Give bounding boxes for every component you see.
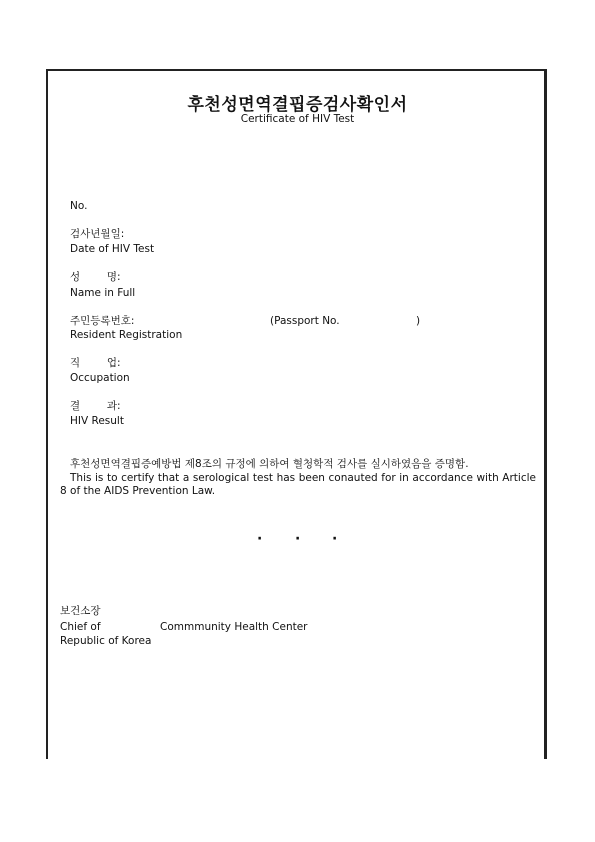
field-resident-label-ko: 주민등록번호:: [70, 315, 135, 327]
field-no-label: No.: [70, 200, 88, 212]
signature-country: Republic of Korea: [60, 635, 152, 647]
date-month-dot: ·: [295, 531, 301, 547]
signature-title-ko: 보건소장: [60, 605, 101, 617]
field-occupation-label-ko: 직 업:: [70, 357, 121, 369]
field-occupation-label-en: Occupation: [70, 372, 130, 384]
date-day-dot: ·: [332, 531, 338, 547]
signature-center: Commmunity Health Center: [160, 621, 308, 633]
document-title: 후천성면역결핍증검사확인서: [187, 95, 408, 115]
statement-korean: 후천성면역결핍증예방법 제8조의 규정에 의하여 혈청학적 검사를 실시하였음을 증명함.: [70, 458, 469, 470]
document-border: [46, 69, 547, 759]
statement-english: This is to certify that a serological test has been conauted for in accordance with Article 8 of the AIDS Prevention Law.: [60, 472, 536, 497]
date-year-dot: ·: [257, 531, 263, 547]
signature-chief-of: Chief of: [60, 621, 101, 633]
field-resident-label-en: Resident Registration: [70, 329, 183, 341]
passport-label: (Passport No.: [270, 315, 340, 327]
field-result-label-en: HIV Result: [70, 415, 124, 427]
field-name-label-en: Name in Full: [70, 287, 136, 299]
field-result-label-ko: 결 과:: [70, 400, 121, 412]
field-date-label-ko: 검사년월일:: [70, 228, 125, 240]
field-name-label-ko: 성 명:: [70, 271, 121, 283]
document-subtitle: Certificate of HIV Test: [240, 113, 355, 125]
passport-close: ): [416, 315, 421, 327]
field-date-label-en: Date of HIV Test: [70, 243, 155, 255]
